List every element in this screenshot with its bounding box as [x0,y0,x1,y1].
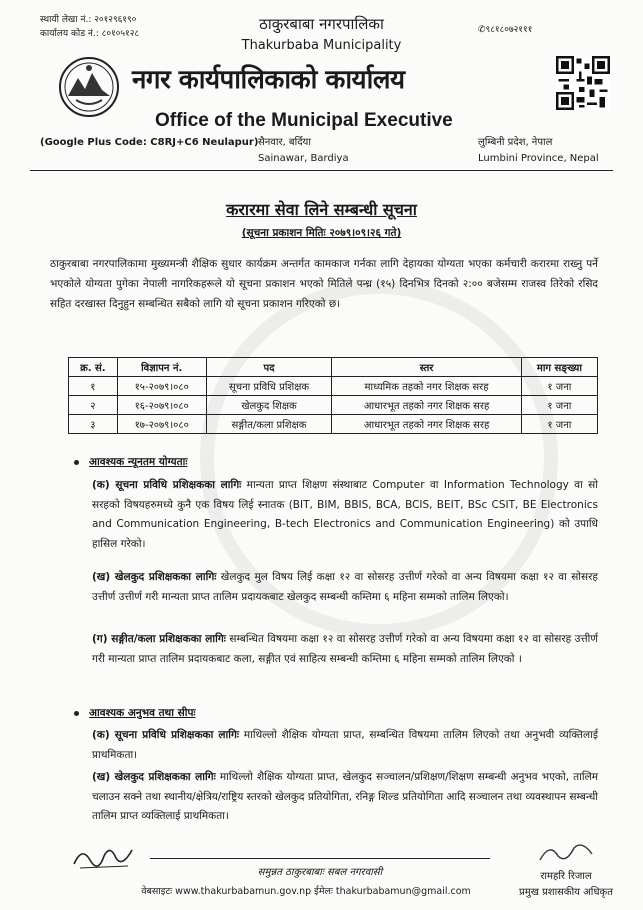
cell-demand: १ जना [521,415,597,434]
intro-paragraph: ठाकुरबाबा नगरपालिकामा मुख्यमन्त्री शैक्षिक सुधार कार्यक्रम अन्तर्गत कामकाज गर्नका लागि देहायका योग्यता भएका कर्मचारी करारमा राख्नु पर्ने भएकोले योग्यता पुगेका नेपाली नागरिकहरूले यो सूचना प्रकाशन भएको मितिले पन्ध्र (१५) दिनभित्र दिनको २:०० बजेसम्म राजस्व तिरेको रसिद सहित दरखास्त दिनुहुन सम्बन्धित सबैको लागि यो सूचना प्रकाशन गरिएको छ। [50,258,598,310]
cell-demand: १ जना [521,377,597,396]
bullet-icon [74,711,79,716]
cell-ad-number: १७-२०७९।०८० [117,415,206,434]
bullet-icon [74,460,79,465]
footer-contact: वेबसाइटः www.thakurbabamun.gov.np ईमेलः thakurbabamun@gmail.com [141,886,471,897]
municipality-name-np: ठाकुरबाबा नगरपालिका [259,15,384,33]
cell-demand: १ जना [521,396,597,415]
office-name-np: नगर कार्यपालिकाको कार्यालय [132,65,405,95]
cell-serial: २ [69,396,118,415]
officer-signature-icon [536,840,596,866]
cell-ad-number: १५-२०७९।०८० [117,377,206,396]
table-header-row [69,358,598,377]
table-row [69,396,598,415]
col-post: पद [206,358,332,377]
office-name-en: Office of the Municipal Executive [155,110,453,131]
table-row [69,377,598,396]
vacancy-table [68,357,598,434]
pan-number: स्थायी लेखा नं.: २०१२९६१९० [40,15,137,25]
office-code: कार्यालय कोड नं.: ८०१०५१२८ [40,29,140,39]
col-demand: माग सङ्ख्या [521,358,597,377]
qualification-item: (ख) खेलकुद प्रशिक्षकका लागिः खेलकुद मुल विषय लिई कक्षा १२ वा सोसरह उत्तीर्ण गरेको वा अन्य विषयमा कक्षा १२ वा सोसरह उत्तीर्ण उत्तीर्ण गरी मान्यता प्राप्त तालिम प्रदायकबाट खेलकुद सम्बन्धी कम्तिमा ६ महिना सम्मको तालिम लिएको। [92,571,598,603]
qualifications-heading: आवश्यक न्यूनतम योग्यताः [74,455,187,469]
signatory-name: रामहरि रिजाल [540,871,592,882]
location-np: सैनवार, बर्दिया [258,137,311,148]
table-row [69,415,598,434]
google-plus-code: (Google Plus Code: C8RJ+C6 Neulapur) [40,137,259,148]
experience-heading: आवश्यक अनुभव तथा सीपः [74,706,196,720]
qualification-item: (क) सूचना प्रविधि प्रशिक्षकका लागिः मान्यता प्राप्त शिक्षण संस्थाबाट Computer वा Information Technology वा सो सरहको विषयहरुमध्ये कुनै एक विषय लिई स्नातक (BIT, BIM, BBIS, BCA, BCIS, BEIT, BSc CSIT, BE Electronics and Communication Engineering, B-tech Electronics and Communication Engineering) को उपाधि हासिल गरेको। [92,479,598,550]
cell-ad-number: १६-२०७९।०८० [117,396,206,415]
footer-divider [150,858,490,859]
handwritten-signature-icon [70,840,140,874]
cell-serial: १ [69,377,118,396]
cell-level: माध्यमिक तहको नगर शिक्षक सरह [332,377,521,396]
location-en: Sainawar, Bardiya [258,153,349,164]
nepal-emblem-icon [58,56,120,118]
phone-number: ✆९८१८०७२१११ [478,25,533,35]
col-serial: क्र. सं. [69,358,118,377]
cell-post: खेलकुद शिक्षक [206,396,332,415]
col-level: स्तर [332,358,521,377]
header-divider [30,170,613,171]
cell-post: सूचना प्रविधि प्रशिक्षक [206,377,332,396]
province-np: लुम्बिनी प्रदेश, नेपाल [478,137,553,148]
municipality-name-en: Thakurbaba Municipality [241,38,402,53]
footer-slogan: समुन्नत ठाकुरबाबाः सबल नगरवासी [257,867,383,878]
qualification-item: (ग) सङ्गीत/कला प्रशिक्षकका लागिः सम्बन्धित विषयमा कक्षा १२ वा सोसरह उत्तीर्ण गरेको वा अन्य विषयमा कक्षा १२ वा सोसरह उत्तीर्ण गरी मान्यता प्राप्त तालिम प्रदायकबाट कला, सङ्गीत एवं साहित्य सम्बन्धी कम्तिमा ६ महिना सम्मको तालिम लिएको । [92,633,598,665]
col-ad-number: विज्ञापन नं. [117,358,206,377]
qr-code-icon[interactable] [556,56,610,110]
province-en: Lumbini Province, Nepal [478,153,599,164]
notice-title: करारमा सेवा लिने सम्बन्धी सूचना [226,200,417,219]
experience-item: (ख) खेलकुद प्रशिक्षकका लागिः माथिल्लो शैक्षिक योग्यता प्राप्त, खेलकुद सञ्चालन/प्रशिक्षण/शिक्षण सम्बन्धी अनुभव भएको, तालिम चलाउन सक्ने तथा स्थानीय/क्षेत्रिय/राष्ट्रिय स्तरको खेलकुद प्रतियोगिता, रनिङ्ग शिल्ड प्रतियोगिता आदि सञ्चालन तथा व्यवस्थापन सम्बन्धी तालिम प्राप्त व्यक्तिलाई प्राथमिकता। [92,771,598,822]
cell-level: आधारभूत तहको नगर शिक्षक सरह [332,415,521,434]
experience-item: (क) सूचना प्रविधि प्रशिक्षकका लागिः माथिल्लो शैक्षिक योग्यता प्राप्त, सम्बन्धित विषयमा तालिम लिएको तथा अनुभवी व्यक्तिलाई प्राथमिकता। [92,729,598,761]
cell-post: सङ्गीत/कला प्रशिक्षक [206,415,332,434]
notice-date: (सूचना प्रकाशन मितिः २०७९।०९।२६ गते) [241,227,402,239]
signatory-title: प्रमुख प्रशासकीय अधिकृत [519,887,613,898]
cell-level: आधारभूत तहको नगर शिक्षक सरह [332,396,521,415]
cell-serial: ३ [69,415,118,434]
